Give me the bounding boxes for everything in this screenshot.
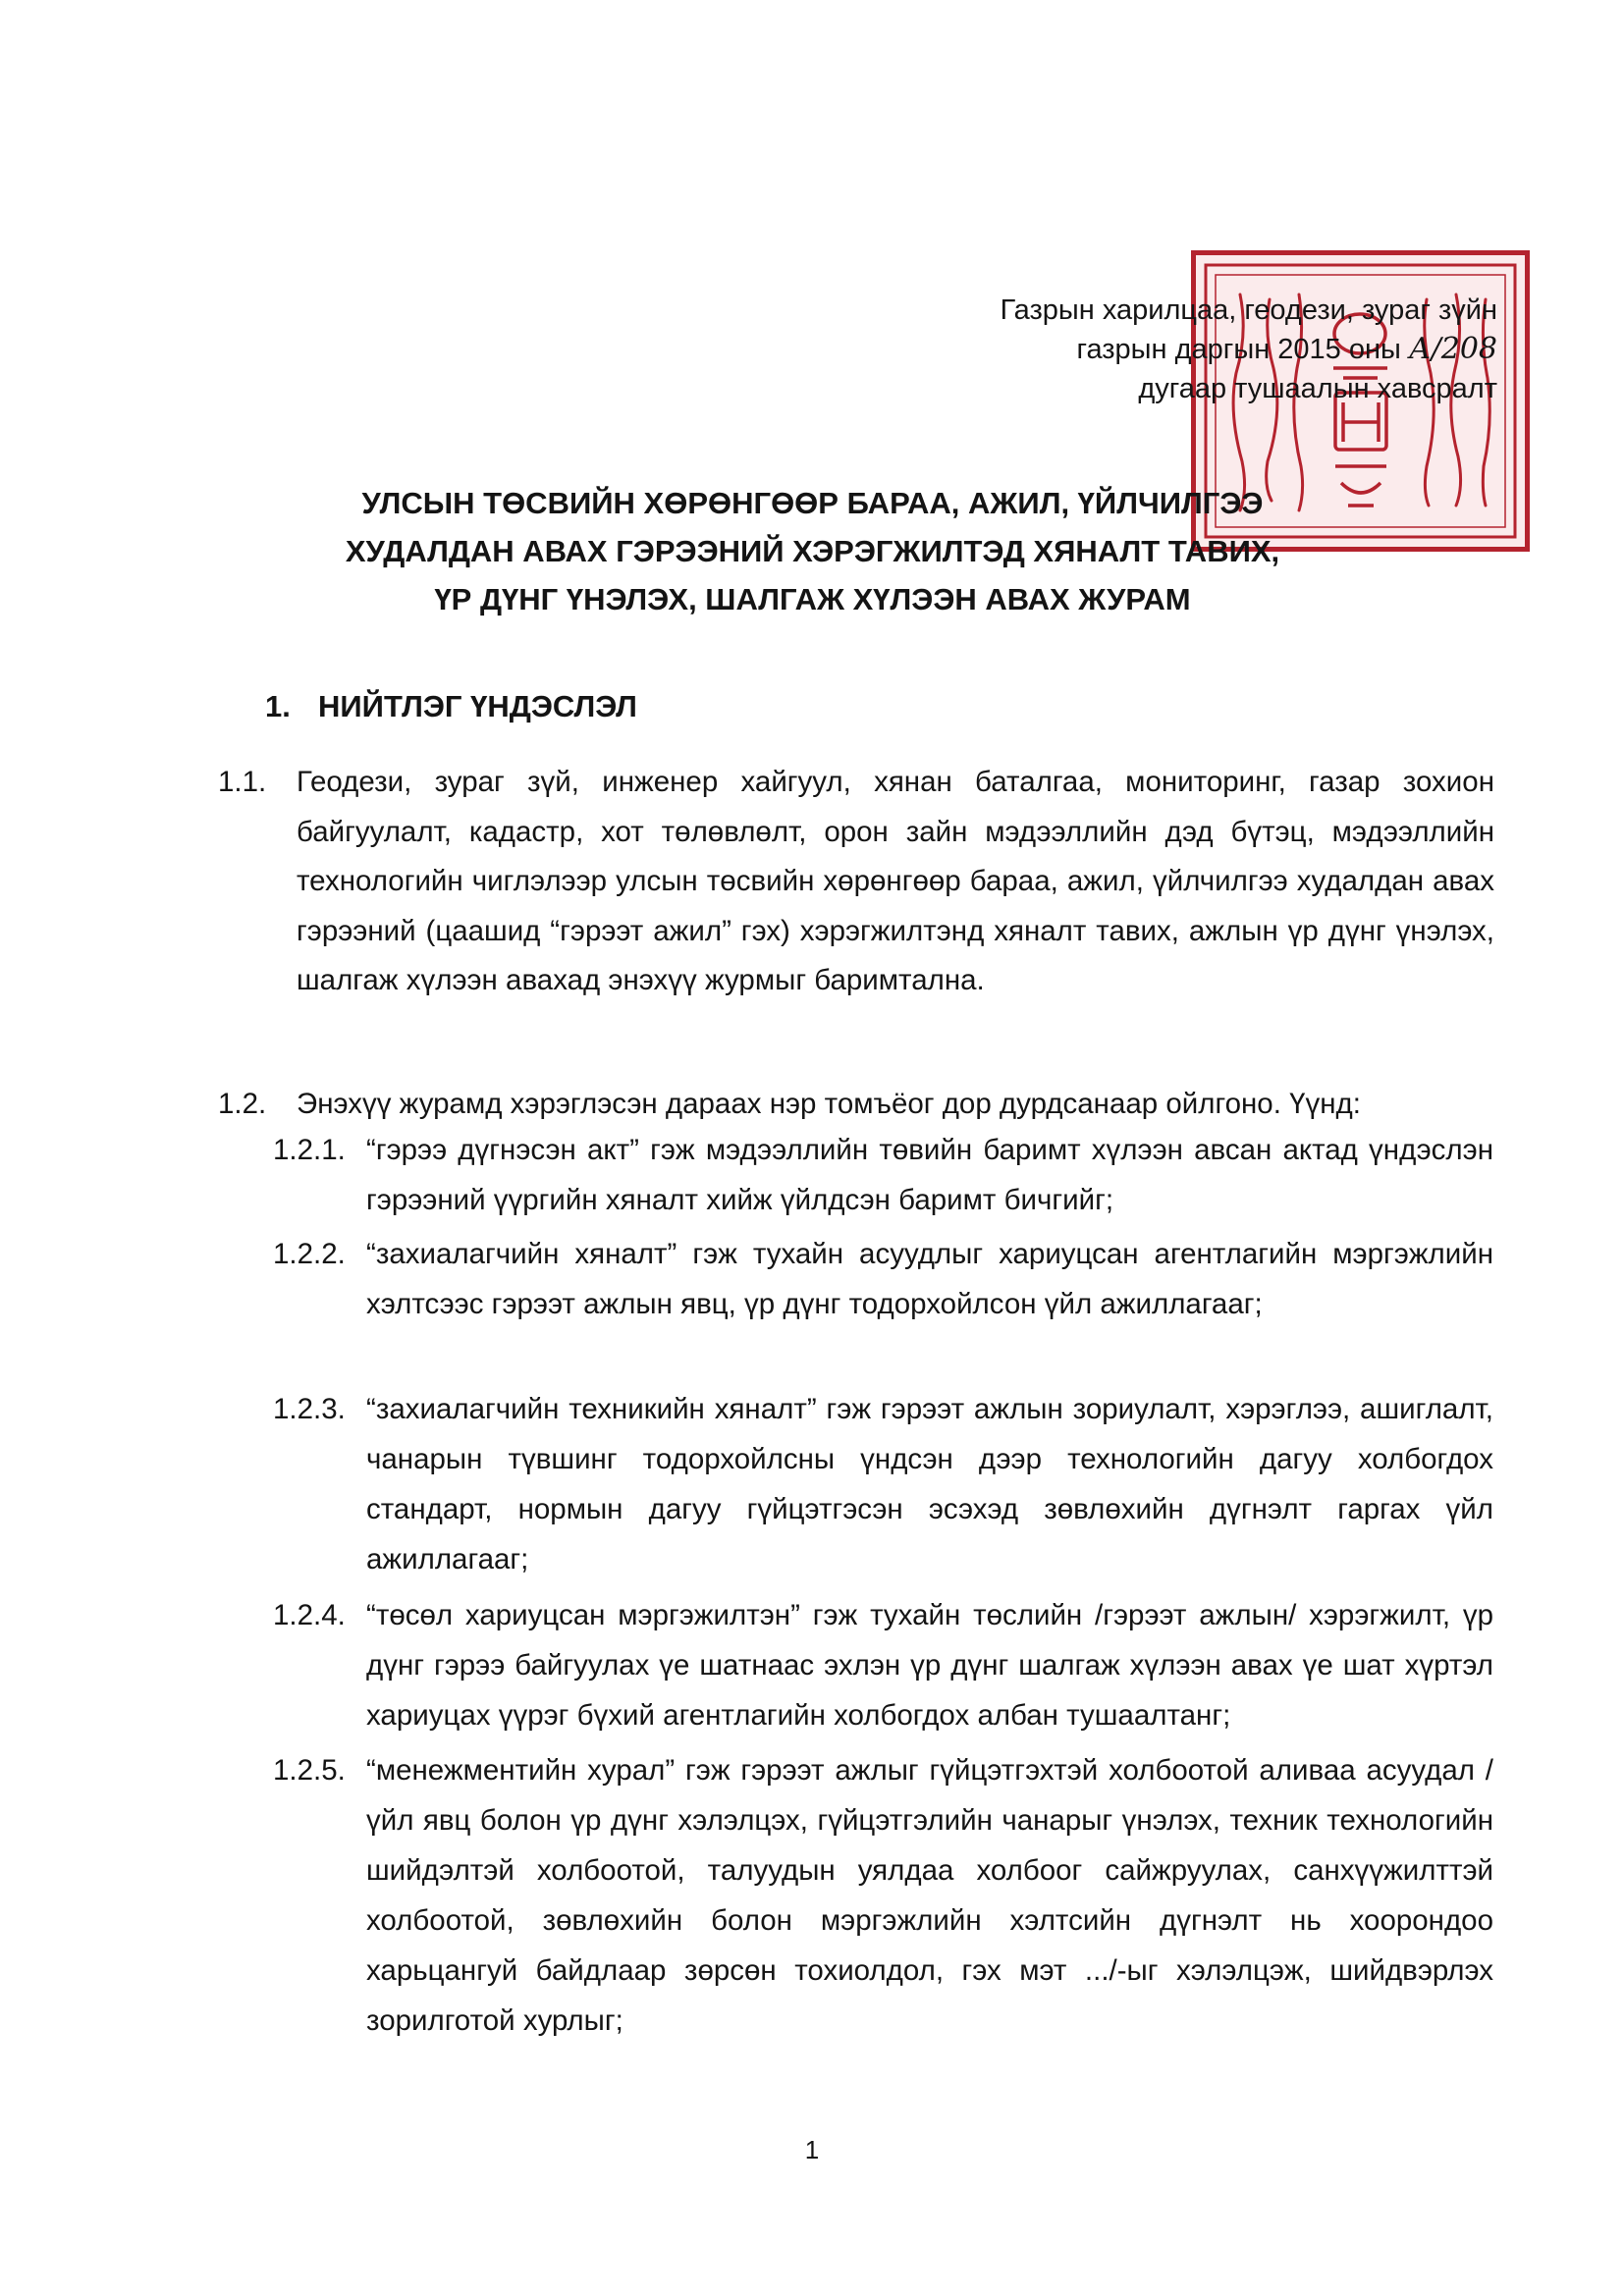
annex-line-3: дугаар тушаалын хавсралт: [1138, 373, 1497, 404]
subclause-1-2-1: [273, 1125, 1493, 1225]
title-line-3: ҮР ДҮНГ ҮНЭЛЭХ, ШАЛГАЖ ХҮЛЭЭН АВАХ ЖУРАМ: [434, 582, 1191, 616]
subclause-text: “менежментийн хурал” гэж гэрээт ажлыг гүйцэтгэхтэй холбоотой аливаа асуудал /үйл явц болон үр дүнг хэлэлцэх, гүйцэтгэлийн чанарыг үнэлэх, техник технологийн шийдэлтэй холбоотой, талуудын уялдаа холбоог сайжруулах, санхүүжилттэй холбоотой, зөвлөхийн болон мэргэжлийн хэлтсийн дүгнэлт нь хоорондоо харьцангуй байдлаар зөрсөн тохиолдол, гэх мэт .../-ыг хэлэлцэж, шийдвэрлэх зорилготой хурлыг;: [366, 1754, 1493, 2037]
annex-reference: [864, 291, 1497, 408]
document-title: [157, 479, 1468, 623]
title-line-2: ХУДАЛДАН АВАХ ГЭРЭЭНИЙ ХЭРЭГЖИЛТЭД ХЯНАЛТ ТАВИХ,: [345, 534, 1280, 568]
subclause-number: 1.2.1.: [273, 1134, 346, 1166]
annex-line-1: Газрын харилцаа, геодези, зураг зүйн: [1000, 294, 1497, 326]
subclause-1-2-4: [273, 1590, 1493, 1740]
clause-text: Геодези, зураг зүй, инженер хайгуул, хянан баталгаа, мониторинг, газар зохион байгуулалт, кадастр, хот төлөвлөлт, орон зайн мэдээллийн дэд бүтэц, мэдээллийн технологийн чиглэлээр улсын төсвийн хөрөнгөөр бараа, ажил, үйлчилгээ худалдан авах гэрээний (цаашид “гэрээт ажил” гэх) хэрэгжилтэнд хяналт тавих, ажлын үр дүнг үнэлэх, шалгаж хүлээн авахад энэхүү журмыг баримтална.: [297, 766, 1494, 996]
subclause-number: 1.2.4.: [273, 1599, 346, 1631]
clause-number: 1.1.: [218, 766, 267, 798]
title-line-1: УЛСЫН ТӨСВИЙН ХӨРӨНГӨӨР БАРАА, АЖИЛ, ҮЙЛЧИЛГЭЭ: [361, 486, 1264, 520]
clause-number: 1.2.: [218, 1088, 267, 1120]
subclause-1-2-3: [273, 1384, 1493, 1584]
page-number: 1: [804, 2135, 820, 2164]
section-number: 1.: [265, 689, 291, 723]
subclause-number: 1.2.2.: [273, 1238, 346, 1270]
annex-line-2-text: газрын даргын 2015 оны: [1076, 334, 1401, 365]
subclause-text: “төсөл хариуцсан мэргэжилтэн” гэж тухайн төслийн /гэрээт ажлын/ хэрэгжилт, үр дүнг гэрээ байгуулах үе шатнаас эхлэн үр дүнг шалгаж хүлээн авах үе шат хүртэл хариуцах үүрэг бүхий агентлагийн холбогдох албан тушаалтанг;: [366, 1599, 1493, 1732]
clause-1-1: [218, 758, 1494, 1006]
subclause-1-2-5: [273, 1745, 1493, 2046]
subclause-text: “гэрээ дүгнэсэн акт” гэж мэдээллийн төвийн баримт хүлээн авсан актад үндэслэн гэрээний үүргийн хяналт хийж үйлдсэн баримт бичгийг;: [366, 1134, 1493, 1216]
section-heading: [265, 689, 637, 724]
annex-line-2: [864, 330, 1497, 369]
clause-1-2: [218, 1080, 1494, 1130]
section-title: НИЙТЛЭГ ҮНДЭСЛЭЛ: [318, 689, 637, 723]
clause-text: Энэхүү журамд хэрэглэсэн дараах нэр томъёог дор дурдсанаар ойлгоно. Үүнд:: [297, 1088, 1361, 1120]
subclause-number: 1.2.3.: [273, 1393, 346, 1425]
subclause-1-2-2: [273, 1229, 1493, 1329]
subclause-text: “захиалагчийн техникийн хяналт” гэж гэрээт ажлын зориулалт, хэрэглээ, ашиглалт, чанарын түвшинг тодорхойлсны үндсэн дээр технологийн дагуу холбогдох стандарт, нормын дагуу гүйцэтгэсэн эсэхэд зөвлөхийн дүгнэлт гаргах үйл ажиллагааг;: [366, 1393, 1493, 1575]
subclause-number: 1.2.5.: [273, 1754, 346, 1787]
annex-order-number: А/208: [1408, 332, 1497, 366]
subclause-text: “захиалагчийн хяналт” гэж тухайн асуудлыг хариуцсан агентлагийн мэргэжлийн хэлтсээс гэрээт ажлын явц, үр дүнг тодорхойлсон үйл ажиллагааг;: [366, 1238, 1493, 1320]
